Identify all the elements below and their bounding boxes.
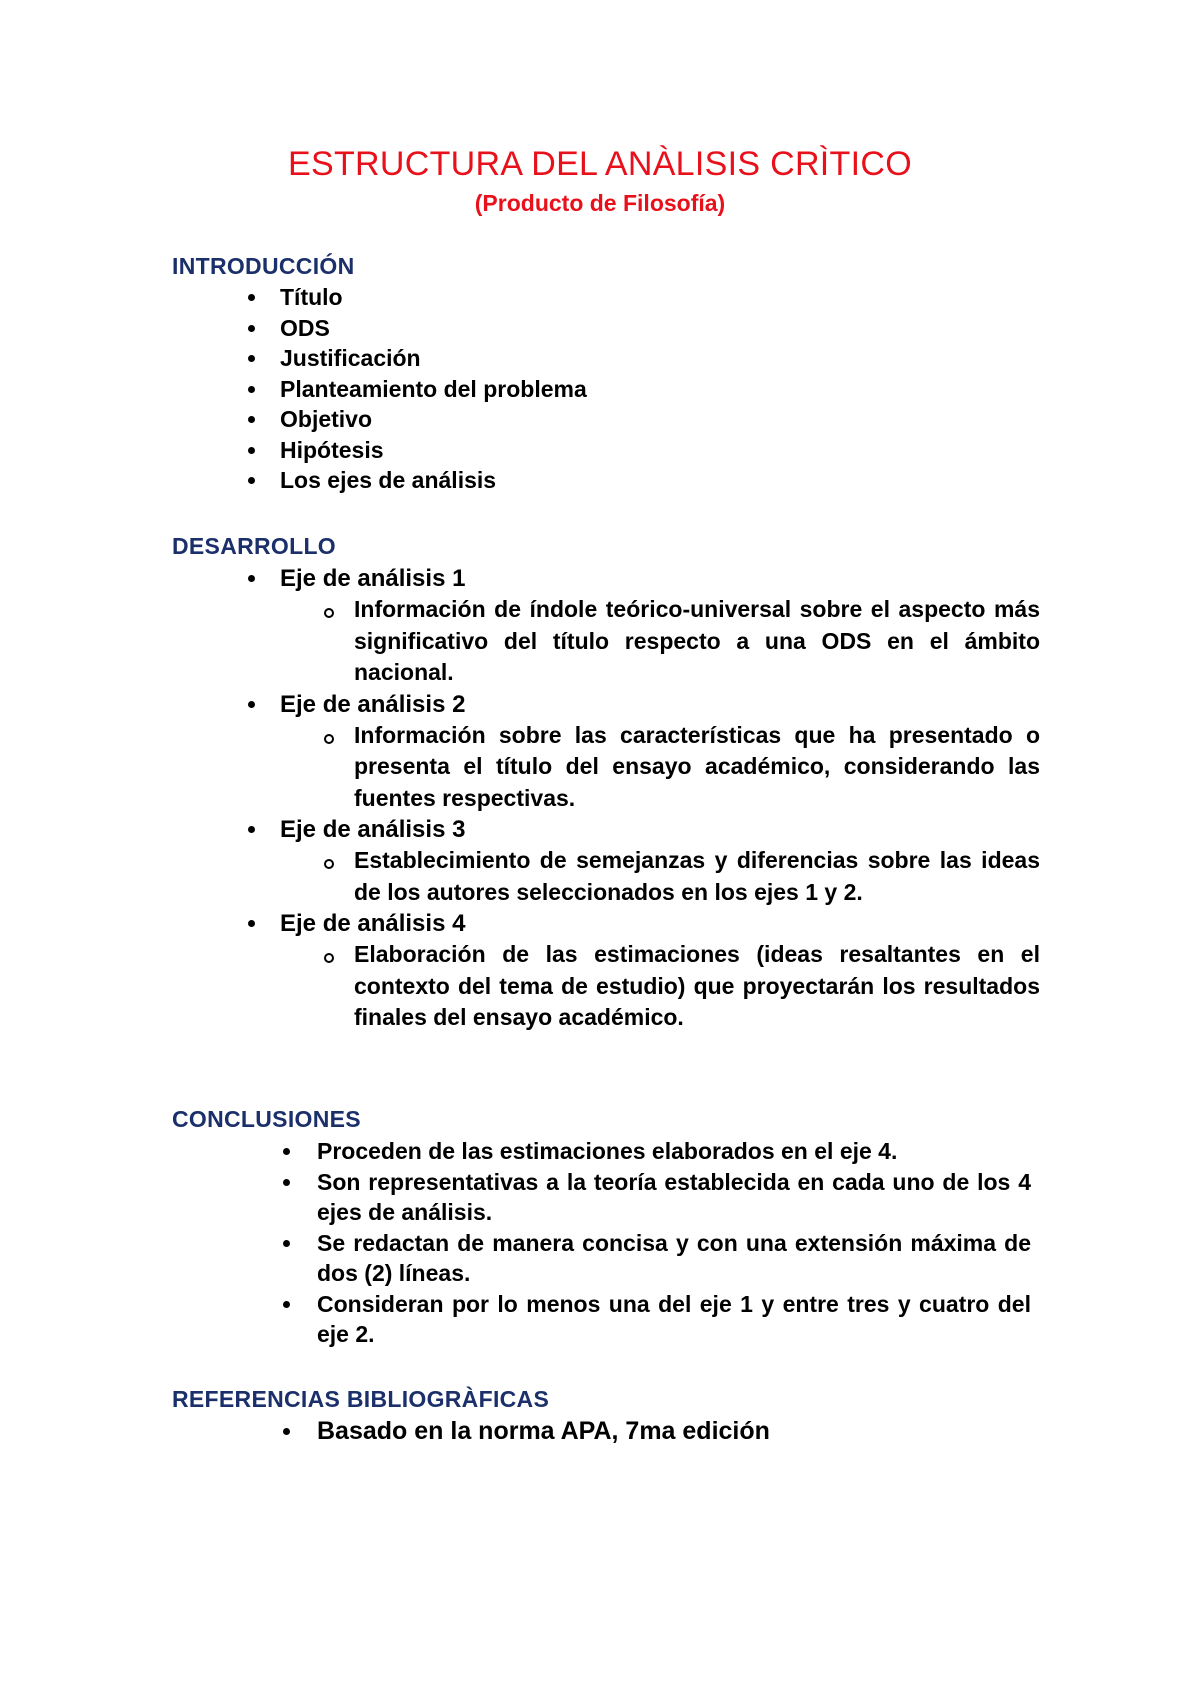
- desarrollo-axes-list: [280, 563, 1040, 1034]
- list-item: Título: [280, 282, 1040, 313]
- list-item: Son representativas a la teoría establecida en cada uno de los 4 ejes de análisis.: [317, 1167, 1031, 1228]
- referencias-list: [317, 1415, 1031, 1447]
- axis-title: Eje de análisis 4: [280, 910, 466, 937]
- axis-detail: Establecimiento de semejanzas y diferencias sobre las ideas de los autores seleccionados en los ejes 1 y 2.: [354, 845, 1040, 908]
- axis-item-4: [280, 908, 1040, 1034]
- list-item: Consideran por lo menos una del eje 1 y entre tres y cuatro del eje 2.: [317, 1289, 1031, 1350]
- axis-item-3: [280, 814, 1040, 908]
- list-item: Proceden de las estimaciones elaborados en el eje 4.: [317, 1136, 1031, 1167]
- axis-detail-list: [280, 845, 1040, 908]
- axis-title: Eje de análisis 2: [280, 690, 466, 718]
- axis-title: Eje de análisis 1: [280, 565, 466, 592]
- list-item: Se redactan de manera concisa y con una extensión máxima de dos (2) líneas.: [317, 1228, 1031, 1289]
- axis-detail: Elaboración de las estimaciones (ideas resaltantes en el contexto del tema de estudio) que proyectarán los resultados finales del ensayo académico.: [354, 939, 1040, 1034]
- introduccion-list: [280, 282, 1040, 496]
- section-heading-referencias: REFERENCIAS BIBLIOGRÀFICAS: [172, 1386, 550, 1412]
- section-heading-introduccion: INTRODUCCIÓN: [172, 253, 355, 279]
- list-item: ODS: [280, 313, 1040, 344]
- list-item: Justificación: [280, 343, 1040, 374]
- document-title: ESTRUCTURA DEL ANÀLISIS CRÌTICO: [288, 145, 912, 183]
- axis-detail-list: [280, 594, 1040, 689]
- axis-detail-list: [280, 939, 1040, 1034]
- list-item: Hipótesis: [280, 435, 1040, 466]
- axis-detail: Información sobre las características que ha presentado o presenta el título del ensayo académico, considerando las fuentes respectivas.: [354, 720, 1040, 815]
- list-item: Planteamiento del problema: [280, 374, 1040, 405]
- axis-detail-list: [280, 720, 1040, 815]
- conclusiones-list: [317, 1136, 1031, 1350]
- list-item: Objetivo: [280, 404, 1040, 435]
- section-heading-desarrollo: DESARROLLO: [172, 533, 336, 559]
- list-item: Los ejes de análisis: [280, 465, 1040, 496]
- axis-detail: Información de índole teórico-universal sobre el aspecto más significativo del título respecto a una ODS en el ámbito nacional.: [354, 594, 1040, 689]
- list-item: Basado en la norma APA, 7ma edición: [317, 1415, 1031, 1447]
- axis-title: Eje de análisis 3: [280, 816, 466, 843]
- document-subtitle: (Producto de Filosofía): [474, 190, 726, 216]
- axis-item-2: [280, 689, 1040, 815]
- section-heading-conclusiones: CONCLUSIONES: [172, 1106, 361, 1132]
- axis-item-1: [280, 563, 1040, 689]
